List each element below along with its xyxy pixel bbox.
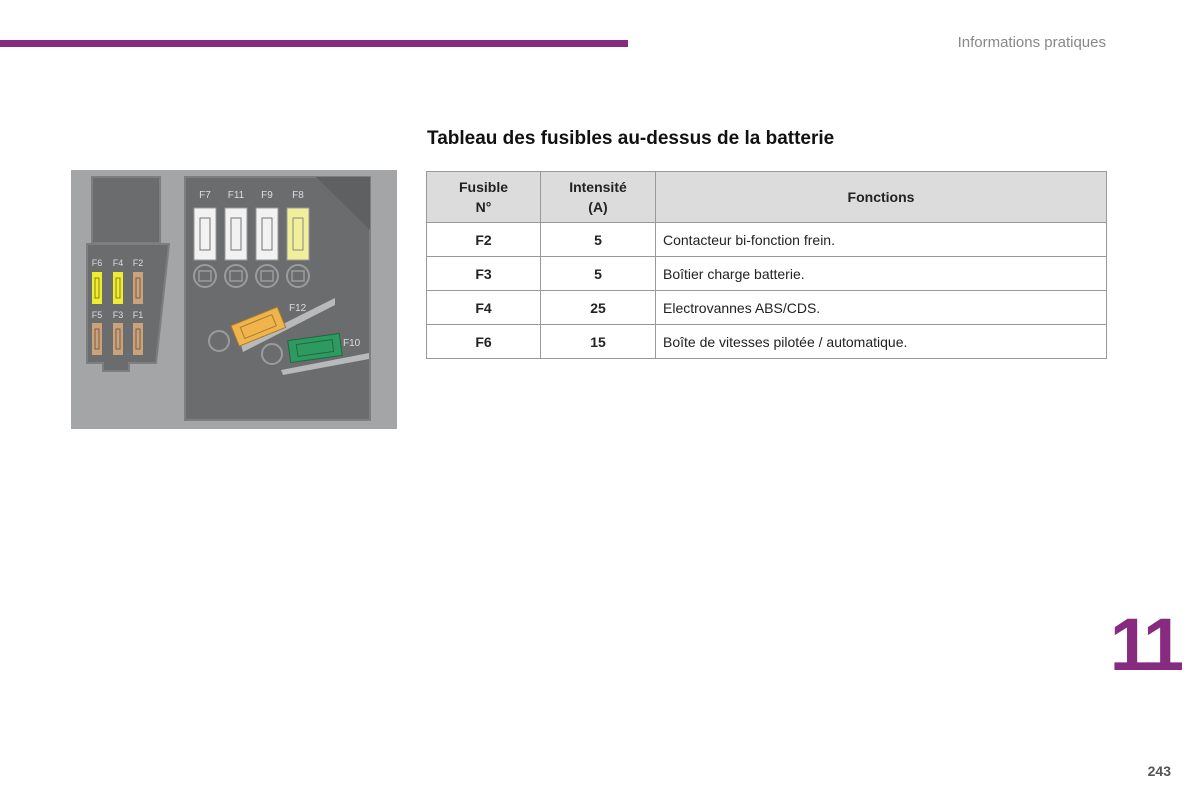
small-box-label: F5 xyxy=(91,310,103,320)
section-title: Tableau des fusibles au-dessus de la batterie xyxy=(427,128,835,149)
function-cell: Contacteur bi-fonction frein. xyxy=(656,223,1107,257)
fuse-f5 xyxy=(92,323,102,355)
fuse-f8 xyxy=(287,208,309,260)
fuse-f4 xyxy=(113,272,123,304)
large-box-label: F8 xyxy=(292,190,304,201)
amps-cell: 5 xyxy=(541,257,656,291)
fuse-cell: F6 xyxy=(427,325,541,359)
large-box-label: F9 xyxy=(261,190,273,201)
fuse-f9 xyxy=(256,208,278,260)
small-box-label: F6 xyxy=(91,258,103,268)
maxi-fuse-label: F10 xyxy=(343,338,361,349)
fuse-f11 xyxy=(225,208,247,260)
fuse-box-diagram xyxy=(71,170,397,429)
table-header-row xyxy=(427,172,1107,223)
small-box-label: F1 xyxy=(132,310,144,320)
chapter-number: 11 xyxy=(1109,603,1180,686)
amps-cell: 25 xyxy=(541,291,656,325)
table-row xyxy=(427,223,1107,257)
amps-cell: 15 xyxy=(541,325,656,359)
header-accent-bar xyxy=(0,40,628,47)
large-box-label: F11 xyxy=(227,190,245,201)
fuse-f1 xyxy=(133,323,143,355)
amps-cell: 5 xyxy=(541,223,656,257)
fuse-cell: F3 xyxy=(427,257,541,291)
function-cell: Boîtier charge batterie. xyxy=(656,257,1107,291)
header-functions: Fonctions xyxy=(656,172,1107,223)
fuse-f3 xyxy=(113,323,123,355)
header-fuse-number: Fusible N° xyxy=(427,172,541,223)
function-cell: Electrovannes ABS/CDS. xyxy=(656,291,1107,325)
table-row xyxy=(427,257,1107,291)
table-row xyxy=(427,291,1107,325)
small-box-label: F2 xyxy=(132,258,144,268)
fuse-cell: F2 xyxy=(427,223,541,257)
page-number: 243 xyxy=(1147,763,1171,779)
maxi-fuse-label: F12 xyxy=(289,303,307,314)
header-intensity: Intensité (A) xyxy=(541,172,656,223)
function-cell: Boîte de vitesses pilotée / automatique. xyxy=(656,325,1107,359)
large-box-label: F7 xyxy=(199,190,211,201)
section-label: Informations pratiques xyxy=(957,34,1106,51)
small-box-label: F3 xyxy=(112,310,124,320)
screw-socket xyxy=(262,344,282,364)
fuse-f2 xyxy=(133,272,143,304)
fuse-f6 xyxy=(92,272,102,304)
table-row xyxy=(427,325,1107,359)
small-box-label: F4 xyxy=(112,258,124,268)
fuse-table xyxy=(426,171,1107,359)
screw-socket xyxy=(209,331,229,351)
fuse-f7 xyxy=(194,208,216,260)
fuse-cell: F4 xyxy=(427,291,541,325)
